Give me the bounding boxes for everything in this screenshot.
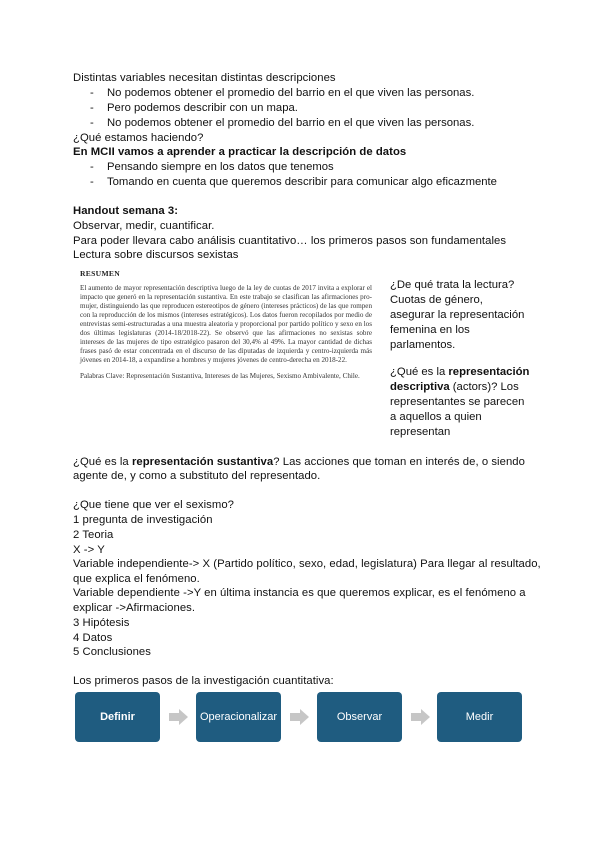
- list-item-text: Pensando siempre en los datos que tenemos: [107, 161, 334, 173]
- handout-line: Para poder llevara cabo análisis cuantitativo… los primeros pasos son fundamentales: [73, 235, 507, 247]
- mcii-heading: En MCII vamos a aprender a practicar la descripción de datos: [73, 146, 407, 158]
- bullet-dash: -: [90, 102, 94, 114]
- abstract-excerpt: [80, 269, 372, 382]
- bullet-dash: -: [90, 117, 94, 129]
- text-line: que explica el fenómeno.: [73, 573, 200, 585]
- side-line: asegurar la representación: [390, 309, 525, 321]
- step-box-operacionalizar: Operacionalizar: [196, 692, 281, 742]
- intro-heading: Distintas variables necesitan distintas descripciones: [73, 72, 336, 84]
- side-line: ¿De qué trata la lectura?: [390, 279, 515, 291]
- abstract-title: RESUMEN: [80, 269, 121, 278]
- side-line: [390, 365, 530, 380]
- side-bold-term: representación: [448, 366, 530, 378]
- bold-term: representación sustantiva: [131, 456, 274, 468]
- handout-line: Observar, medir, cuantificar.: [73, 220, 215, 232]
- side-line: parlamentos.: [390, 339, 456, 351]
- steps-title: Los primeros pasos de la investigación cuantitativa:: [73, 675, 334, 687]
- side-line: a aquellos a quien: [390, 411, 482, 423]
- arrow-right-icon: [411, 709, 430, 725]
- side-note-reading: [390, 278, 530, 353]
- abstract-body: El aumento de mayor representación descriptiva luego de la ley de cuotas de 2017 invita a explorar el impacto que generó en la representación sustantiva. En este trabajo se clasifican las afirmaciones pro-mujer, distinguiendo las que reproducen estereotipos de género (intereses prácticos) de las que rompen con la reproducción de los mismos (intereses estratégicos). Los datos fueron recopilados por medio de entrevistas semi-estructuradas a una muestra aleatoria y proporcional por partido político y sexo en los dos últimas legislaturas (2014-18/2018-22). Se observó que las afirmaciones no sexistas sobre intereses de las mujeres de tipo estratégico pasaron del 30,4% al 49%. La mayor cantidad de dichas frases pasó de estar concentrada en el discurso de las diputadas de izquierda y centro-izquierda más jóvenes en 2014-18, a expandirse a hombres y mujeres jóvenes de centro-derecha en 2018-22.: [80, 284, 372, 365]
- text-line: 1 pregunta de investigación: [73, 514, 213, 526]
- arrow-right-icon: [290, 709, 309, 725]
- sustantiva-line: agente de, y como a substituto del representado.: [73, 470, 321, 482]
- side-text: ¿Qué es la: [390, 366, 449, 378]
- list-item-text: Pero podemos describir con un mapa.: [107, 102, 298, 114]
- handout-line: Lectura sobre discursos sexistas: [73, 249, 239, 261]
- text-line: explicar ->Afirmaciones.: [73, 602, 196, 614]
- text-line: 4 Datos: [73, 632, 113, 644]
- list-item-text: No podemos obtener el promedio del barrio en el que viven las personas.: [107, 87, 475, 99]
- side-line: Cuotas de género,: [390, 294, 483, 306]
- inline-text: ¿Qué es la: [73, 456, 132, 468]
- sustantiva-question: [73, 455, 525, 469]
- step-box-definir: Definir: [75, 692, 160, 742]
- text-line: 5 Conclusiones: [73, 646, 151, 658]
- arrow-shape: [169, 709, 188, 725]
- side-bold-term: descriptiva: [390, 381, 450, 393]
- abstract-keywords: Palabras Clave: Representación Sustantiva, Intereses de las Mujeres, Sexismo Ambivalente, Chile.: [80, 372, 360, 381]
- side-line: representantes se parecen: [390, 396, 525, 408]
- bullet-dash: -: [90, 161, 94, 173]
- question-heading: ¿Qué estamos haciendo?: [73, 132, 204, 144]
- side-line: femenina en los: [390, 324, 470, 336]
- list-item-text: Tomando en cuenta que queremos describir para comunicar algo eficazmente: [107, 176, 497, 188]
- inline-text: ? Las acciones que toman en interés de, o siendo: [273, 456, 525, 468]
- text-line: Variable independiente-> X (Partido político, sexo, edad, legislatura) Para llegar al resultado,: [73, 558, 541, 570]
- bullet-dash: -: [90, 176, 94, 188]
- side-text: (actors)? Los: [449, 381, 519, 393]
- side-line: [390, 380, 530, 395]
- side-line: representan: [390, 426, 451, 438]
- process-flow: [75, 692, 522, 742]
- text-line: X -> Y: [73, 544, 105, 556]
- arrow-shape: [411, 709, 430, 725]
- bullet-dash: -: [90, 87, 94, 99]
- text-line: 3 Hipótesis: [73, 617, 130, 629]
- step-box-observar: Observar: [317, 692, 402, 742]
- handout-title: Handout semana 3:: [73, 205, 179, 217]
- step-box-medir: Medir: [437, 692, 522, 742]
- side-note-descriptiva: [390, 365, 530, 440]
- text-line: ¿Que tiene que ver el sexismo?: [73, 499, 234, 511]
- text-line: 2 Teoria: [73, 529, 114, 541]
- list-item-text: No podemos obtener el promedio del barrio en el que viven las personas.: [107, 117, 475, 129]
- text-line: Variable dependiente ->Y en última instancia es que queremos explicar, es el fenómeno a: [73, 587, 526, 599]
- arrow-right-icon: [169, 709, 188, 725]
- arrow-shape: [290, 709, 309, 725]
